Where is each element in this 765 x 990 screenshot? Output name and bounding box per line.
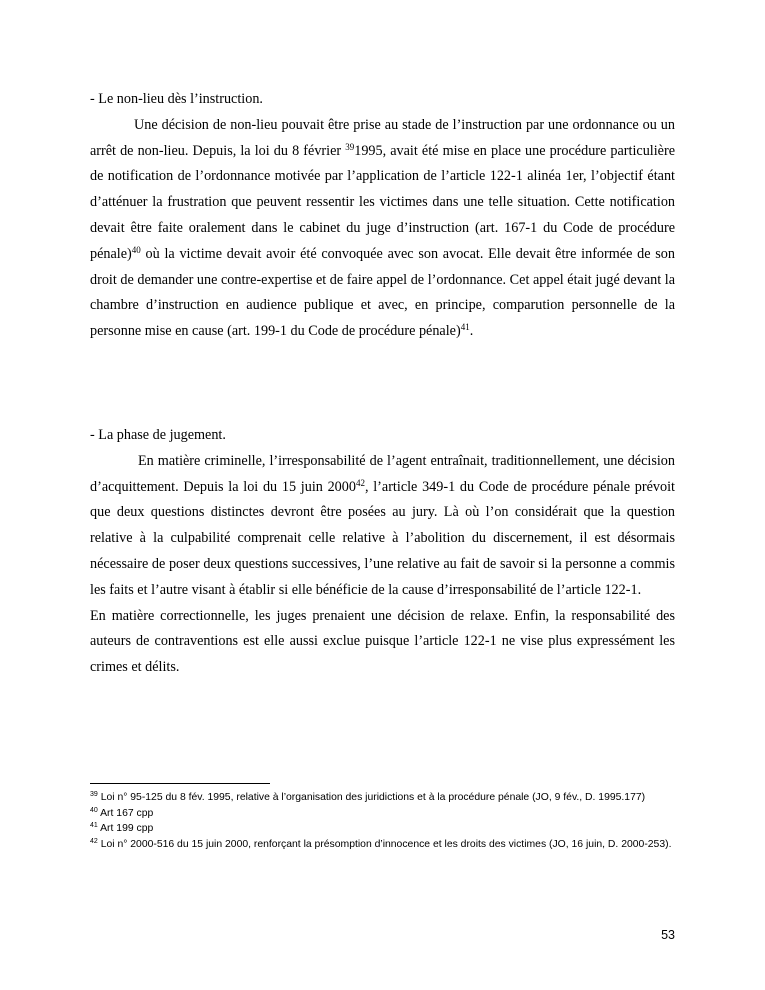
footnote-text: Loi n° 95-125 du 8 fév. 1995, relative à l’organisation des juridictions et à la procédure pénale (JO, 9 fév., D. 1995.177) bbox=[100, 792, 646, 803]
footnote-text: Loi n° 2000-516 du 15 juin 2000, renforçant la présomption d’innocence et les droits des victimes (JO, 16 juin, D. 2000-253). bbox=[100, 838, 672, 850]
text-run: , l’article 349-1 du Code de procédure pénale prévoit que deux questions distinctes devront être posées au jury. Là où l’on considérait que la question relative à la culpabilité comprenait celle relative à l’abolition du discernement, il est désormais nécessaire de poser deux questions successives, l’une relative au fait de savoir si la personne a commis les faits et l’autre visant à établir si elle bénéficie de la cause d’irresponsabilité de l’article 122-1. bbox=[90, 478, 675, 598]
text-run: . bbox=[469, 323, 474, 340]
paragraph: En matière correctionnelle, les juges prenaient une décision de relaxe. Enfin, la responsabilité des auteurs de contraventions est elle aussi exclue puisque l’article 122-1 ne vise plus expressément les crimes et délits. bbox=[90, 607, 675, 676]
footnote-number: 41 bbox=[90, 822, 98, 829]
footnotes bbox=[90, 790, 680, 852]
footnote-ref[interactable]: 41 bbox=[460, 322, 470, 333]
footnote-number: 42 bbox=[90, 837, 98, 845]
footnote bbox=[90, 806, 680, 822]
footnote-number: 40 bbox=[90, 806, 98, 814]
footnote bbox=[90, 821, 680, 837]
paragraph bbox=[90, 113, 675, 345]
page-number: 53 bbox=[661, 928, 675, 942]
text-run: où la victime devait avoir été convoquée avec son avocat. Elle devait être informée de son droit de demander une contre-expertise et de faire appel de l’ordonnance. Cet appel était jugé devant la chambre d’instruction en audience publique et avec, en principe, comparution personnelle de la personne mise en cause (art. 199-1 du Code de procédure pénale) bbox=[90, 245, 675, 340]
text-run: En matière criminelle, l’irresponsabilité de l’agent entraînait, traditionnellement, une décision d’acquittement. Depuis la loi du 15 juin 2000 bbox=[90, 452, 675, 495]
footnote-ref[interactable]: 39 bbox=[345, 141, 355, 152]
text-run: 1995, avait été mise en place une procédure particulière de notification de l’ordonnance motivée par l’application de l’article 122-1 alinéa 1er, l’objectif étant d’atténuer la frustration que peuvent ressentir les victimes dans une telle situation. Cette notification devait être faite oralement dans le cabinet du juge d’instruction (art. 167-1 du Code de procédure pénale) bbox=[90, 142, 676, 262]
paragraph bbox=[90, 449, 675, 604]
section-jugement bbox=[90, 423, 675, 681]
footnote bbox=[90, 837, 680, 853]
footnote-ref[interactable]: 42 bbox=[355, 477, 365, 488]
footnote-separator bbox=[90, 783, 270, 784]
section-heading: - Le non-lieu dès l’instruction. bbox=[90, 91, 263, 107]
text-run: Une décision de non-lieu pouvait être prise au stade de l’instruction par une ordonnance ou un arrêt de non-lieu. Depuis, la loi du 8 février bbox=[90, 116, 675, 159]
footnote-text: Art 199 cpp bbox=[100, 823, 154, 834]
footnote bbox=[90, 790, 680, 806]
footnote-text: Art 167 cpp bbox=[100, 807, 154, 819]
footnote-number: 39 bbox=[90, 791, 98, 798]
footnote-ref[interactable]: 40 bbox=[131, 244, 141, 255]
section-heading: - La phase de jugement. bbox=[90, 427, 226, 443]
section-non-lieu bbox=[90, 87, 675, 345]
